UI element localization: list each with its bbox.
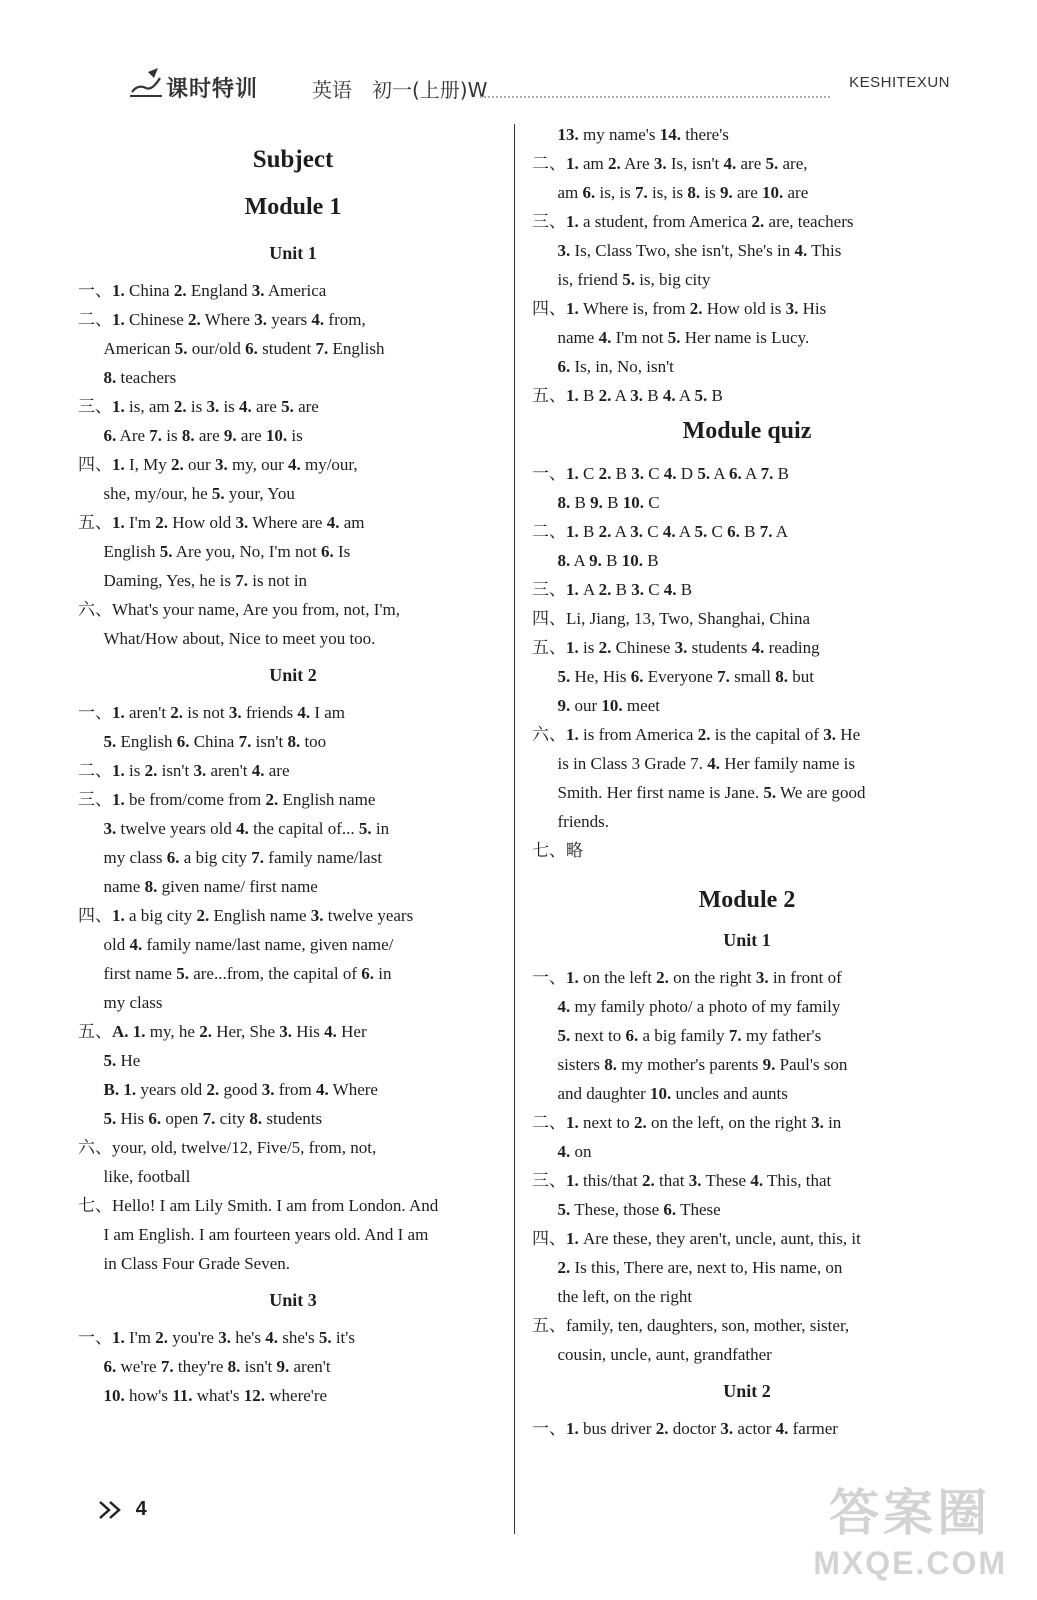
answer-line: 四、1. I, My 2. our 3. my, our 4. my/our, [78, 455, 358, 474]
answer-line: 三、1. A 2. B 3. C 4. B [532, 580, 693, 599]
answer-line: 七、略 [532, 841, 583, 860]
answer-line: cousin, uncle, aunt, grandfather [532, 1345, 772, 1364]
m2-unit-1-answers [532, 963, 962, 1369]
header-dotted-rule [480, 96, 830, 98]
module-1-title: Module 1 [244, 194, 342, 220]
answer-line: the left, on the right [532, 1287, 693, 1306]
answer-line: 四、1. Where is, from 2. How old is 3. His [532, 299, 827, 318]
answer-line: 5. These, those 6. These [557, 1200, 721, 1219]
answer-line: name 8. given name/ first name [78, 877, 318, 896]
section-title-subject: Subject [252, 146, 334, 173]
answer-line: 8. A 9. B 10. B [557, 551, 659, 570]
m1-unit-2-title: Unit 2 [269, 665, 317, 685]
answer-line: 5. English 6. China 7. isn't 8. too [103, 732, 327, 751]
answer-line: 四、1. a big city 2. English name 3. twelve years [78, 906, 414, 925]
page-header [100, 62, 950, 110]
answer-line: friends. [532, 812, 609, 831]
writing-hand-icon [128, 66, 164, 100]
answer-line: 8. B 9. B 10. C [557, 493, 660, 512]
answer-line: B. 1. years old 2. good 3. from 4. Where [103, 1080, 378, 1099]
answer-line: is, friend 5. is, big city [532, 270, 711, 289]
answer-line: What/How about, Nice to meet you too. [78, 629, 376, 648]
answer-line: American 5. our/old 6. student 7. English [78, 339, 385, 358]
m1-unit-3-answers-continued [532, 120, 962, 410]
answer-line: 四、1. Are these, they aren't, uncle, aunt, this, it [532, 1229, 861, 1248]
answer-line: 6. Are 7. is 8. are 9. are 10. is [103, 426, 303, 445]
answer-line: my class [78, 993, 163, 1012]
m1-unit-1-answers [78, 276, 508, 653]
brand-logo-text: 课时特训 [166, 77, 259, 102]
module-quiz-title: Module quiz [682, 418, 812, 444]
m2-unit-2-answers [532, 1414, 962, 1443]
answer-line: 一、1. aren't 2. is not 3. friends 4. I am [78, 703, 346, 722]
answer-line: I am English. I am fourteen years old. And I am [78, 1225, 429, 1244]
answer-line: 三、1. be from/come from 2. English name [78, 790, 376, 809]
answer-line: 五、1. I'm 2. How old 3. Where are 4. am [78, 513, 365, 532]
answer-line: 一、1. China 2. England 3. America [78, 281, 327, 300]
answer-line: 二、1. B 2. A 3. C 4. A 5. C 6. B 7. A [532, 522, 789, 541]
answer-line: 9. our 10. meet [557, 696, 660, 715]
answer-line: 二、1. Chinese 2. Where 3. years 4. from, [78, 310, 366, 329]
answer-line: Smith. Her first name is Jane. 5. We are good [532, 783, 866, 802]
answer-line: 一、1. bus driver 2. doctor 3. actor 4. farmer [532, 1419, 838, 1438]
answer-line: 一、1. I'm 2. you're 3. he's 4. she's 5. it's [78, 1328, 355, 1347]
answer-line: 一、1. on the left 2. on the right 3. in front of [532, 968, 842, 987]
module-2-title: Module 2 [698, 887, 796, 913]
answer-line: 二、1. next to 2. on the left, on the right 3. in [532, 1113, 842, 1132]
answer-line: 二、1. am 2. Are 3. Is, isn't 4. are 5. are, [532, 154, 808, 173]
answer-line: old 4. family name/last name, given name/ [78, 935, 394, 954]
answer-line: 10. how's 11. what's 12. where're [103, 1386, 328, 1405]
answer-line: in Class Four Grade Seven. [78, 1254, 291, 1273]
answer-line: and daughter 10. uncles and aunts [532, 1084, 788, 1103]
answer-line: name 4. I'm not 5. Her name is Lucy. [532, 328, 810, 347]
answer-line: is in Class 3 Grade 7. 4. Her family name is [532, 754, 855, 773]
answer-line: 4. my family photo/ a photo of my family [557, 997, 841, 1016]
m1-unit-1-title: Unit 1 [269, 243, 317, 263]
answer-line: 五、1. B 2. A 3. B 4. A 5. B [532, 386, 723, 405]
answer-line: 6. Is, in, No, isn't [557, 357, 674, 376]
m2-unit-2-title: Unit 2 [723, 1381, 771, 1401]
m2-unit-1-title: Unit 1 [723, 930, 771, 950]
answer-line: 5. He, His 6. Everyone 7. small 8. but [557, 667, 814, 686]
answer-line: she, my/our, he 5. your, You [78, 484, 295, 503]
watermark [813, 1473, 1007, 1582]
series-tag: KESHITEXUN [849, 74, 950, 91]
m1-unit-3-answers [78, 1323, 508, 1410]
page-number: 4 [135, 1498, 147, 1520]
answer-line: 六、1. is from America 2. is the capital of 3. He [532, 725, 861, 744]
right-column [532, 120, 962, 1443]
answer-line: am 6. is, is 7. is, is 8. is 9. are 10. are [532, 183, 809, 202]
answer-line: like, football [78, 1167, 191, 1186]
answer-line: 六、What's your name, Are you from, not, I'm, [78, 600, 400, 619]
page-footer [98, 1498, 147, 1521]
answer-line: 5. His 6. open 7. city 8. students [103, 1109, 323, 1128]
answer-line: 2. Is this, There are, next to, His name, on [557, 1258, 843, 1277]
answer-line: 五、1. is 2. Chinese 3. students 4. reading [532, 638, 820, 657]
answer-line: 二、1. is 2. isn't 3. aren't 4. are [78, 761, 290, 780]
watermark-url: MXQE.COM [813, 1545, 1007, 1581]
answer-line: 5. next to 6. a big family 7. my father's [557, 1026, 822, 1045]
answer-line: my class 6. a big city 7. family name/last [78, 848, 383, 867]
answer-line: sisters 8. my mother's parents 9. Paul's son [532, 1055, 848, 1074]
answer-line: 3. Is, Class Two, she isn't, She's in 4. This [557, 241, 842, 260]
answer-line: 三、1. this/that 2. that 3. These 4. This, that [532, 1171, 832, 1190]
answer-line: 七、Hello! I am Lily Smith. I am from London. And [78, 1196, 439, 1215]
answer-line: 三、1. is, am 2. is 3. is 4. are 5. are [78, 397, 319, 416]
module-quiz-answers [532, 459, 962, 865]
m1-unit-3-title: Unit 3 [269, 1290, 317, 1310]
answer-line: 8. teachers [103, 368, 177, 387]
answer-line: 4. on [557, 1142, 592, 1161]
answer-line: 3. twelve years old 4. the capital of... 5. in [103, 819, 390, 838]
answer-line: 5. He [103, 1051, 141, 1070]
answer-line: 一、1. C 2. B 3. C 4. D 5. A 6. A 7. B [532, 464, 789, 483]
answer-line: Daming, Yes, he is 7. is not in [78, 571, 308, 590]
answer-line: 6. we're 7. they're 8. isn't 9. aren't [103, 1357, 331, 1376]
answer-line: 三、1. a student, from America 2. are, teachers [532, 212, 854, 231]
answer-line: English 5. Are you, No, I'm not 6. Is [78, 542, 351, 561]
answer-line: first name 5. are...from, the capital of 6. in [78, 964, 392, 983]
answer-line: 五、A. 1. my, he 2. Her, She 3. His 4. Her [78, 1022, 367, 1041]
answer-line: 13. my name's 14. there's [557, 125, 729, 144]
watermark-logo: 答案圈 [829, 1484, 992, 1542]
answer-line: 五、family, ten, daughters, son, mother, sister, [532, 1316, 850, 1335]
column-divider [514, 124, 515, 1534]
answer-line: 四、Li, Jiang, 13, Two, Shanghai, China [532, 609, 811, 628]
subject-title: 英语 初一(上册)W [312, 78, 488, 102]
answer-line: 六、your, old, twelve/12, Five/5, from, not, [78, 1138, 377, 1157]
m1-unit-2-answers [78, 698, 508, 1278]
left-column [78, 120, 508, 1410]
double-chevron-icon [98, 1500, 124, 1520]
